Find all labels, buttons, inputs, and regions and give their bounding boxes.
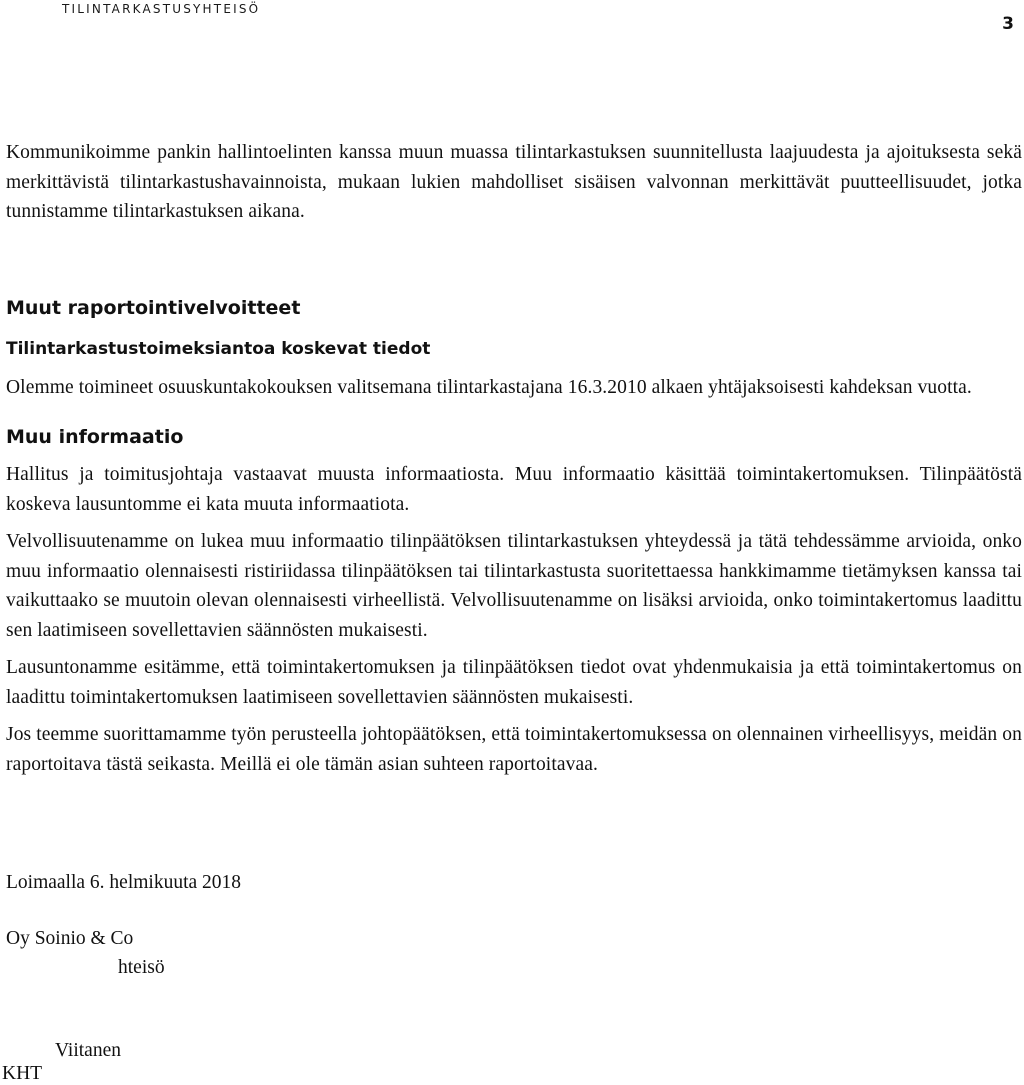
signature-name-fragment: Viitanen — [55, 1040, 121, 1061]
subheading-engagement-info: Tilintarkastustoimeksiantoa koskevat tiedot — [6, 338, 431, 359]
signature-firm: Oy Soinio & Co — [6, 928, 134, 949]
other-info-paragraph-2: Velvollisuutenamme on lukea muu informaatio tilinpäätöksen tilintarkastuksen yhteydessä ja tätä tehdessämme arvioida, onko muu informaatio olennaisesti ristiriidassa tilinpäätöksen tai tilintarkastusta suoritettaessa hankkimamme tietämyksen kanssa tai vaikuttaako se muutoin olevan olennaisesti virheellistä. Velvollisuutenamme on lisäksi arvioida, onko toimintakertomus laadittu sen laatimiseen sovellettavien säännösten mukaisesti. — [6, 531, 1022, 641]
header-organization: TILINTARKASTUSYHTEISÖ — [62, 2, 261, 16]
signature-title: KHT — [2, 1063, 43, 1084]
section-heading-other-information: Muu informaatio — [6, 426, 184, 448]
intro-paragraph: Kommunikoimme pankin hallintoelinten kanssa muun muassa tilintarkastuksen suunnitellusta laajuudesta ja ajoituksesta sekä merkittävistä tilintarkastushavainnoista, mukaan lukien mahdolliset sisäisen valvonnan merkittävät puutteellisuudet, jotka tunnistamme tilintarkastuksen aikana. — [6, 142, 1022, 222]
other-info-paragraph-1: Hallitus ja toimitusjohtaja vastaavat muusta informaatiosta. Muu informaatio käsittää toimintakertomuksen. Tilinpäätöstä koskeva lausuntomme ei kata muuta informaatiota. — [6, 464, 1022, 515]
signature-place-date: Loimaalla 6. helmikuuta 2018 — [6, 872, 242, 893]
document-body — [6, 138, 1022, 779]
section-heading-other-reporting: Muut raportointivelvoitteet — [6, 296, 301, 319]
other-info-paragraph-3: Lausuntonamme esitämme, että toimintakertomuksen ja tilinpäätöksen tiedot ovat yhdenmukaisia ja että toimintakertomus on laadittu toimintakertomuksen laatimiseen sovellettavien säännösten mukaisesti. — [6, 657, 1022, 708]
engagement-paragraph: Olemme toimineet osuuskuntakokouksen valitsemana tilintarkastajana 16.3.2010 alkaen yhtäjaksoisesti kahdeksan vuotta. — [6, 376, 972, 398]
page-number: 3 — [1002, 14, 1014, 34]
other-info-paragraph-4: Jos teemme suorittamamme työn perusteella johtopäätöksen, että toimintakertomuksessa on olennainen virheellisyys, meidän on raportoitava tästä seikasta. Meillä ei ole tämän asian suhteen raportoitavaa. — [6, 724, 1022, 775]
signature-firm-fragment: hteisö — [118, 957, 165, 978]
